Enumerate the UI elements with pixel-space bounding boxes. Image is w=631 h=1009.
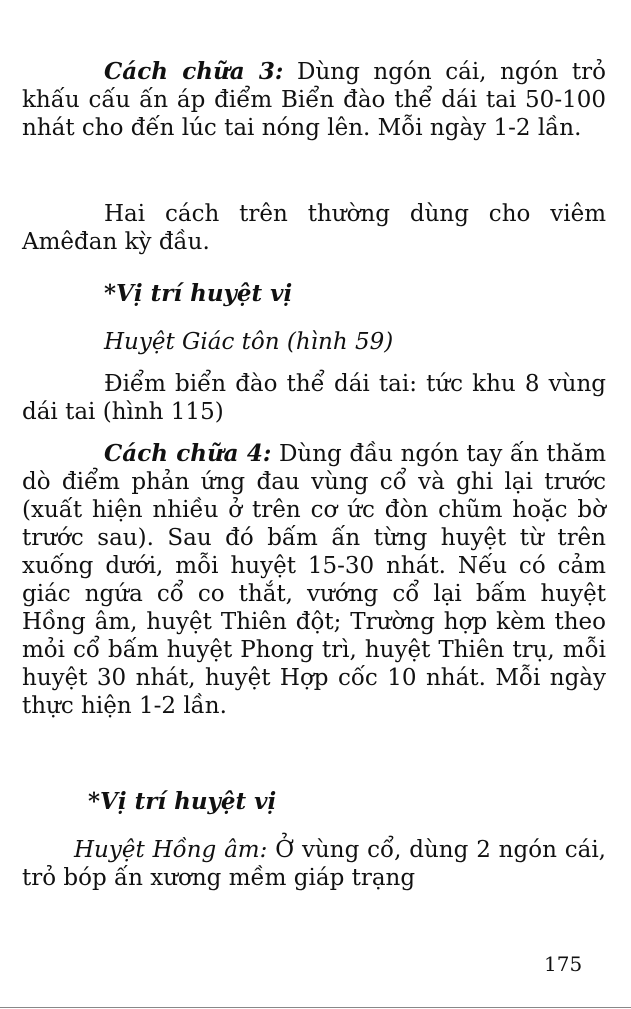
acupoint-giac-ton: Huyệt Giác tôn (hình 59) bbox=[104, 329, 394, 355]
paragraph-treatment-3 bbox=[22, 58, 606, 142]
page-number: 175 bbox=[544, 952, 583, 976]
treatment-4-text: Dùng đầu ngón tay ấn thăm dò điểm phản ứng đau vùng cổ và ghi lại trước (xuất hiện nhiều ở trên cơ ức đòn chũm hoặc bờ trước sau). Sau đó bấm ấn từng huyệt từ trên xuống dưới, mỗi huyệt 15-30 nhát. Nếu có cảm giác ngứa cổ co thắt, vướng cổ lại bấm huyệt Hồng âm, huyệt Thiên đột; Trường hợp kèm theo mỏi cổ bấm huyệt Phong trì, huyệt Thiên trụ, mỗi huyệt 30 nhát, huyệt Hợp cốc 10 nhát. Mỗi ngày thực hiện 1-2 lần. bbox=[22, 441, 607, 719]
ear-point-text: Điểm biển đào thể dái tai: tức khu 8 vùng dái tai (hình 115) bbox=[22, 371, 606, 425]
paragraph-treatment-4 bbox=[22, 440, 606, 720]
page-edge-divider bbox=[0, 1007, 631, 1008]
acupoint-location-heading: *Vị trí huyệt vị bbox=[104, 280, 293, 307]
acupoint-location-heading-2: *Vị trí huyệt vị bbox=[88, 788, 277, 815]
hong-am-text: Ở vùng cổ, dùng 2 ngón cái, trỏ bóp ấn xương mềm giáp trạng bbox=[22, 837, 606, 891]
treatment-3-label: Cách chữa 3: bbox=[104, 58, 284, 85]
treatment-3-text: Dùng ngón cái, ngón trỏ khấu cấu ấn áp điểm Biển đào thể dái tai 50-100 nhát cho đến lúc tai nóng lên. Mỗi ngày 1-2 lần. bbox=[22, 59, 606, 141]
hong-am-label: Huyệt Hồng âm: bbox=[74, 837, 268, 863]
treatment-4-label: Cách chữa 4: bbox=[104, 440, 272, 467]
paragraph-ear-point bbox=[22, 370, 606, 426]
paragraph-hong-am bbox=[22, 836, 606, 892]
paragraph-note bbox=[22, 200, 606, 256]
note-text: Hai cách trên thường dùng cho viêm Amêđan kỳ đầu. bbox=[22, 201, 606, 255]
